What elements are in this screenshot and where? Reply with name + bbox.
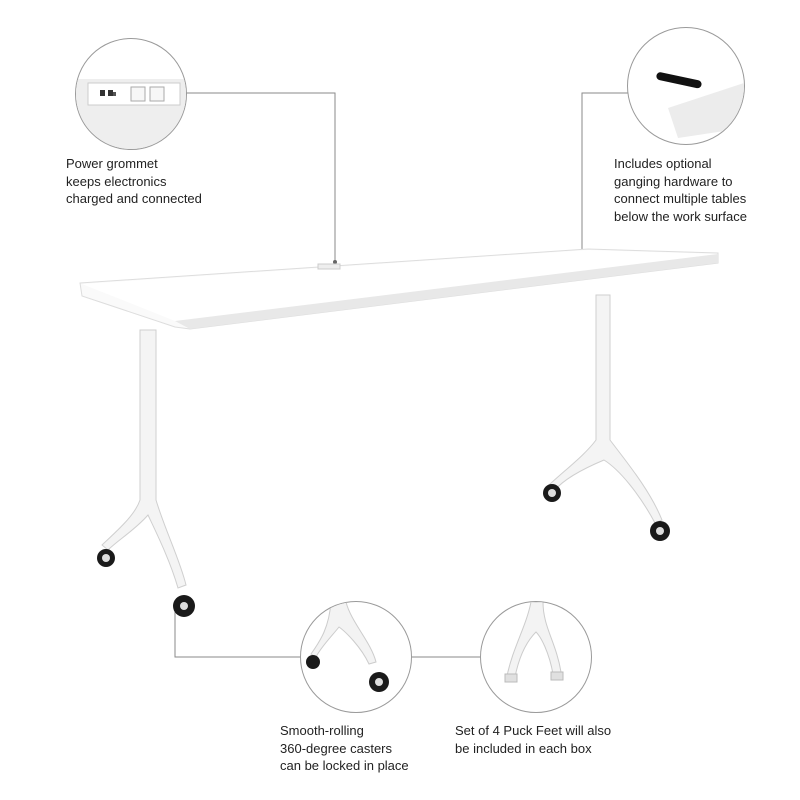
ganging-hardware-detail (627, 27, 745, 145)
power-grommet-detail (75, 38, 187, 150)
legs (102, 295, 662, 588)
power-grommet-caption: Power grommet keeps electronics charged and connected (66, 156, 202, 206)
caster-detail (300, 601, 412, 713)
puck-feet-detail (480, 601, 592, 713)
connector-lines (175, 93, 628, 657)
grommet (318, 264, 340, 269)
casters (97, 484, 670, 617)
table-top (80, 249, 718, 329)
ganging-hardware-caption: Includes optional ganging hardware to connect multiple tables below the work surface (614, 156, 747, 224)
casters-caption: Smooth-rolling 360-degree casters can be locked in place (280, 723, 409, 773)
puck-feet-caption: Set of 4 Puck Feet will also be included in each box (455, 723, 612, 756)
